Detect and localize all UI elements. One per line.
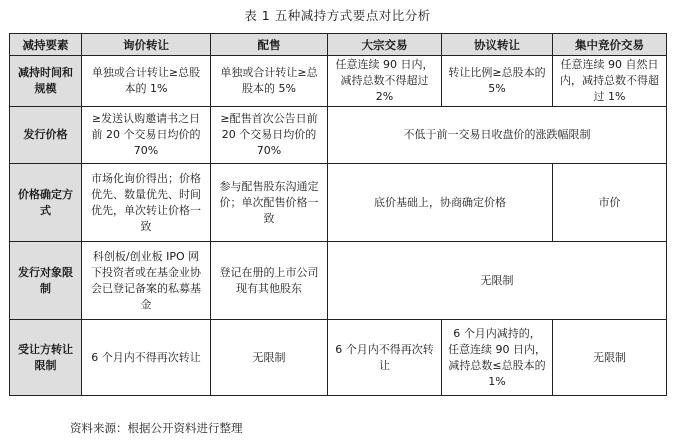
cell-scale-inquiry: 单独或合计转让≥总股本的 1% — [82, 56, 211, 107]
table-title: 表 1 五种减持方式要点对比分析 — [244, 8, 431, 23]
cell-pricing-auction: 市价 — [553, 164, 667, 242]
cell-scale-auction: 任意连续 90 自然日内，减持总数不得超过 1% — [553, 56, 667, 107]
row-label-price: 发行价格 — [10, 107, 82, 164]
cell-target-others: 无限制 — [328, 242, 667, 320]
cell-scale-agreement: 转让比例≥总股本的 5% — [442, 56, 553, 107]
header-cell-placement: 配售 — [211, 34, 328, 56]
cell-pricing-block-agreement: 底价基础上，协商确定价格 — [328, 164, 553, 242]
header-cell-agreement: 协议转让 — [442, 34, 553, 56]
cell-scale-placement: 单独或合计转让≥总股本的 5% — [211, 56, 328, 107]
cell-transfer-block: 6 个月内不得再次转让 — [328, 320, 442, 396]
table-row — [10, 56, 667, 107]
row-label-transfer: 受让方转让限制 — [10, 320, 82, 396]
source-note: 资料来源：根据公开资料进行整理 — [70, 421, 243, 435]
cell-pricing-placement: 参与配售股东沟通定价；单次配售价格一致 — [211, 164, 328, 242]
table-row — [10, 242, 667, 320]
table-row — [10, 164, 667, 242]
table-row — [10, 107, 667, 164]
header-cell-auction: 集中竞价交易 — [553, 34, 667, 56]
header-cell-inquiry: 询价转让 — [82, 34, 211, 56]
cell-transfer-placement: 无限制 — [211, 320, 328, 396]
cell-transfer-inquiry: 6 个月内不得再次转让 — [82, 320, 211, 396]
cell-scale-block: 任意连续 90 日内，减持总数不得超过 2% — [328, 56, 442, 107]
cell-transfer-auction: 无限制 — [553, 320, 667, 396]
header-cell-block: 大宗交易 — [328, 34, 442, 56]
row-label-target: 发行对象限制 — [10, 242, 82, 320]
row-label-pricing: 价格确定方式 — [10, 164, 82, 242]
cell-target-inquiry: 科创板/创业板 IPO 网下投资者或在基金业协会已登记备案的私募基金 — [82, 242, 211, 320]
cell-price-inquiry: ≥发送认购邀请书之日前 20 个交易日均价的 70% — [82, 107, 211, 164]
cell-price-placement: ≥配售首次公告日前 20 个交易日均价的 70% — [211, 107, 328, 164]
cell-target-placement: 登记在册的上市公司现有其他股东 — [211, 242, 328, 320]
table-row — [10, 320, 667, 396]
cell-pricing-inquiry: 市场化询价得出；价格优先、数量优先、时间优先，单次转让价格一致 — [82, 164, 211, 242]
comparison-table — [9, 33, 667, 396]
row-label-scale: 减持时间和规模 — [10, 56, 82, 107]
header-cell-factor: 减持要素 — [10, 34, 82, 56]
cell-transfer-agreement: 6 个月内减持的，任意连续 90 日内，减持总数≤总股本的 1% — [442, 320, 553, 396]
header-row — [10, 34, 667, 56]
cell-price-others: 不低于前一交易日收盘价的涨跌幅限制 — [328, 107, 667, 164]
